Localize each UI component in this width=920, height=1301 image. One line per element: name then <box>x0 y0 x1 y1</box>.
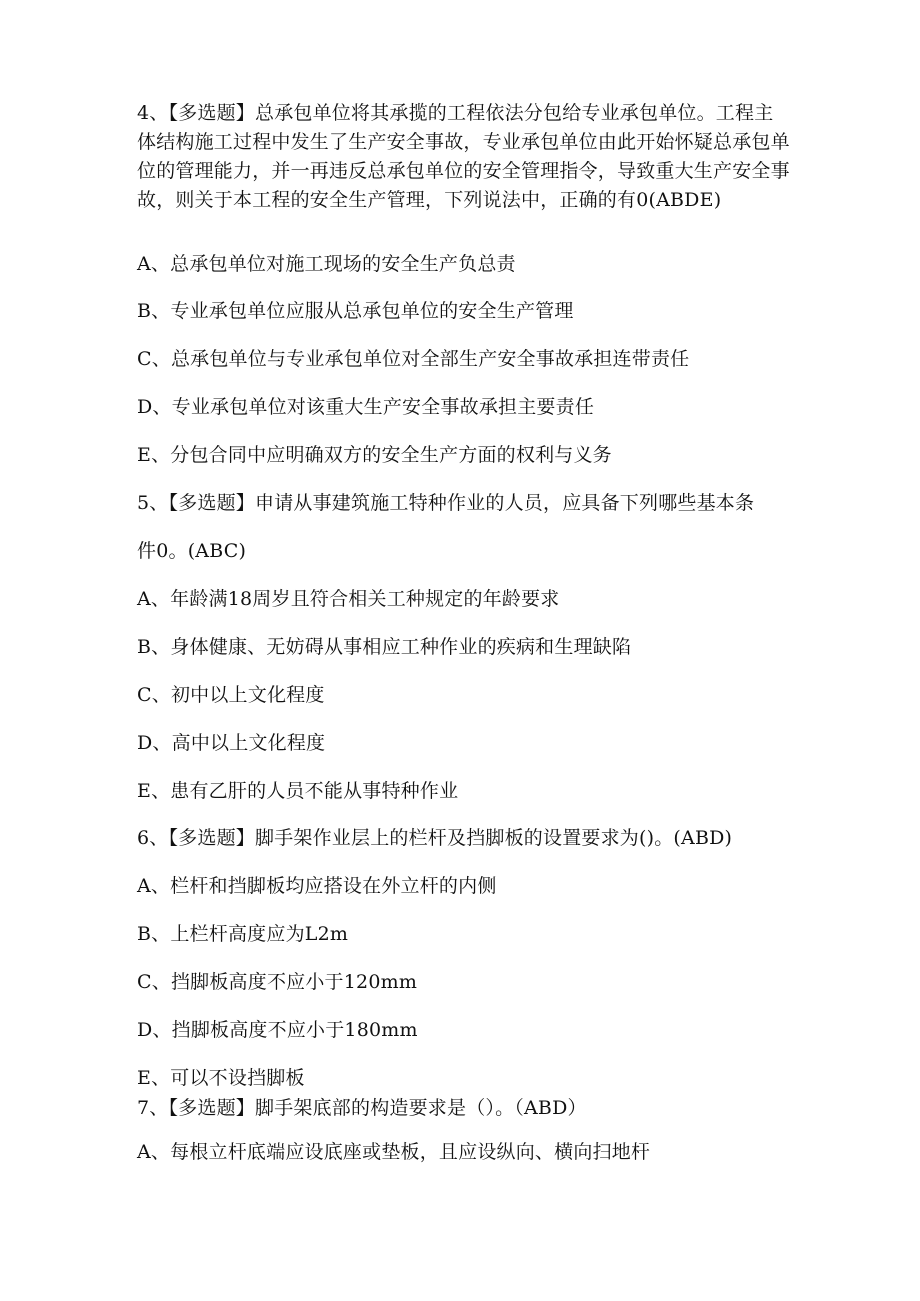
question-5-option-c: C、初中以上文化程度 <box>137 684 325 706</box>
question-4-option-a: A、总承包单位对施工现场的安全生产负总责 <box>137 253 516 275</box>
question-6-option-e: E、可以不设挡脚板 <box>137 1067 305 1089</box>
question-5-option-b: B、身体健康、无妨碍从事相应工种作业的疾病和生理缺陷 <box>137 636 632 658</box>
question-4-option-b: B、专业承包单位应服从总承包单位的安全生产管理 <box>137 300 574 322</box>
question-4-option-e: E、分包合同中应明确双方的安全生产方面的权利与义务 <box>137 444 612 466</box>
question-5-stem-line1: 5、【多选题】申请从事建筑施工特种作业的人员，应具备下列哪些基本条 <box>137 492 755 514</box>
question-5-option-a: A、年龄满18周岁且符合相关工种规定的年龄要求 <box>137 588 560 610</box>
question-6-option-c: C、挡脚板高度不应小于120mm <box>137 971 418 993</box>
question-4-stem: 4、【多选题】总承包单位将其承揽的工程依法分包给专业承包单位。工程主体结构施工过程中发生了生产安全事故，专业承包单位由此开始怀疑总承包单位的管理能力，并一再违反总承包单位的安全管理指令，导致重大生产安全事故，则关于本工程的安全生产管理，下列说法中，正确的有0(ABDE) <box>137 102 790 211</box>
question-6-option-d: D、挡脚板高度不应小于180mm <box>137 1019 418 1041</box>
question-4-option-c: C、总承包单位与专业承包单位对全部生产安全事故承担连带责任 <box>137 348 690 370</box>
question-7-stem: 7、【多选题】脚手架底部的构造要求是（）。（ABD） <box>137 1097 587 1119</box>
question-5-option-d: D、高中以上文化程度 <box>137 732 326 754</box>
question-7-option-a: A、每根立杆底端应设底座或垫板，且应设纵向、横向扫地杆 <box>137 1141 651 1163</box>
question-5-stem-line2: 件0。(ABC) <box>137 540 247 562</box>
question-5-option-e: E、患有乙肝的人员不能从事特种作业 <box>137 780 459 802</box>
question-6-option-a: A、栏杆和挡脚板均应搭设在外立杆的内侧 <box>137 875 497 897</box>
question-6-stem: 6、【多选题】脚手架作业层上的栏杆及挡脚板的设置要求为()。(ABD) <box>137 827 733 849</box>
question-4-option-d: D、专业承包单位对该重大生产安全事故承担主要责任 <box>137 396 595 418</box>
question-6-option-b: B、上栏杆高度应为L2m <box>137 923 349 945</box>
